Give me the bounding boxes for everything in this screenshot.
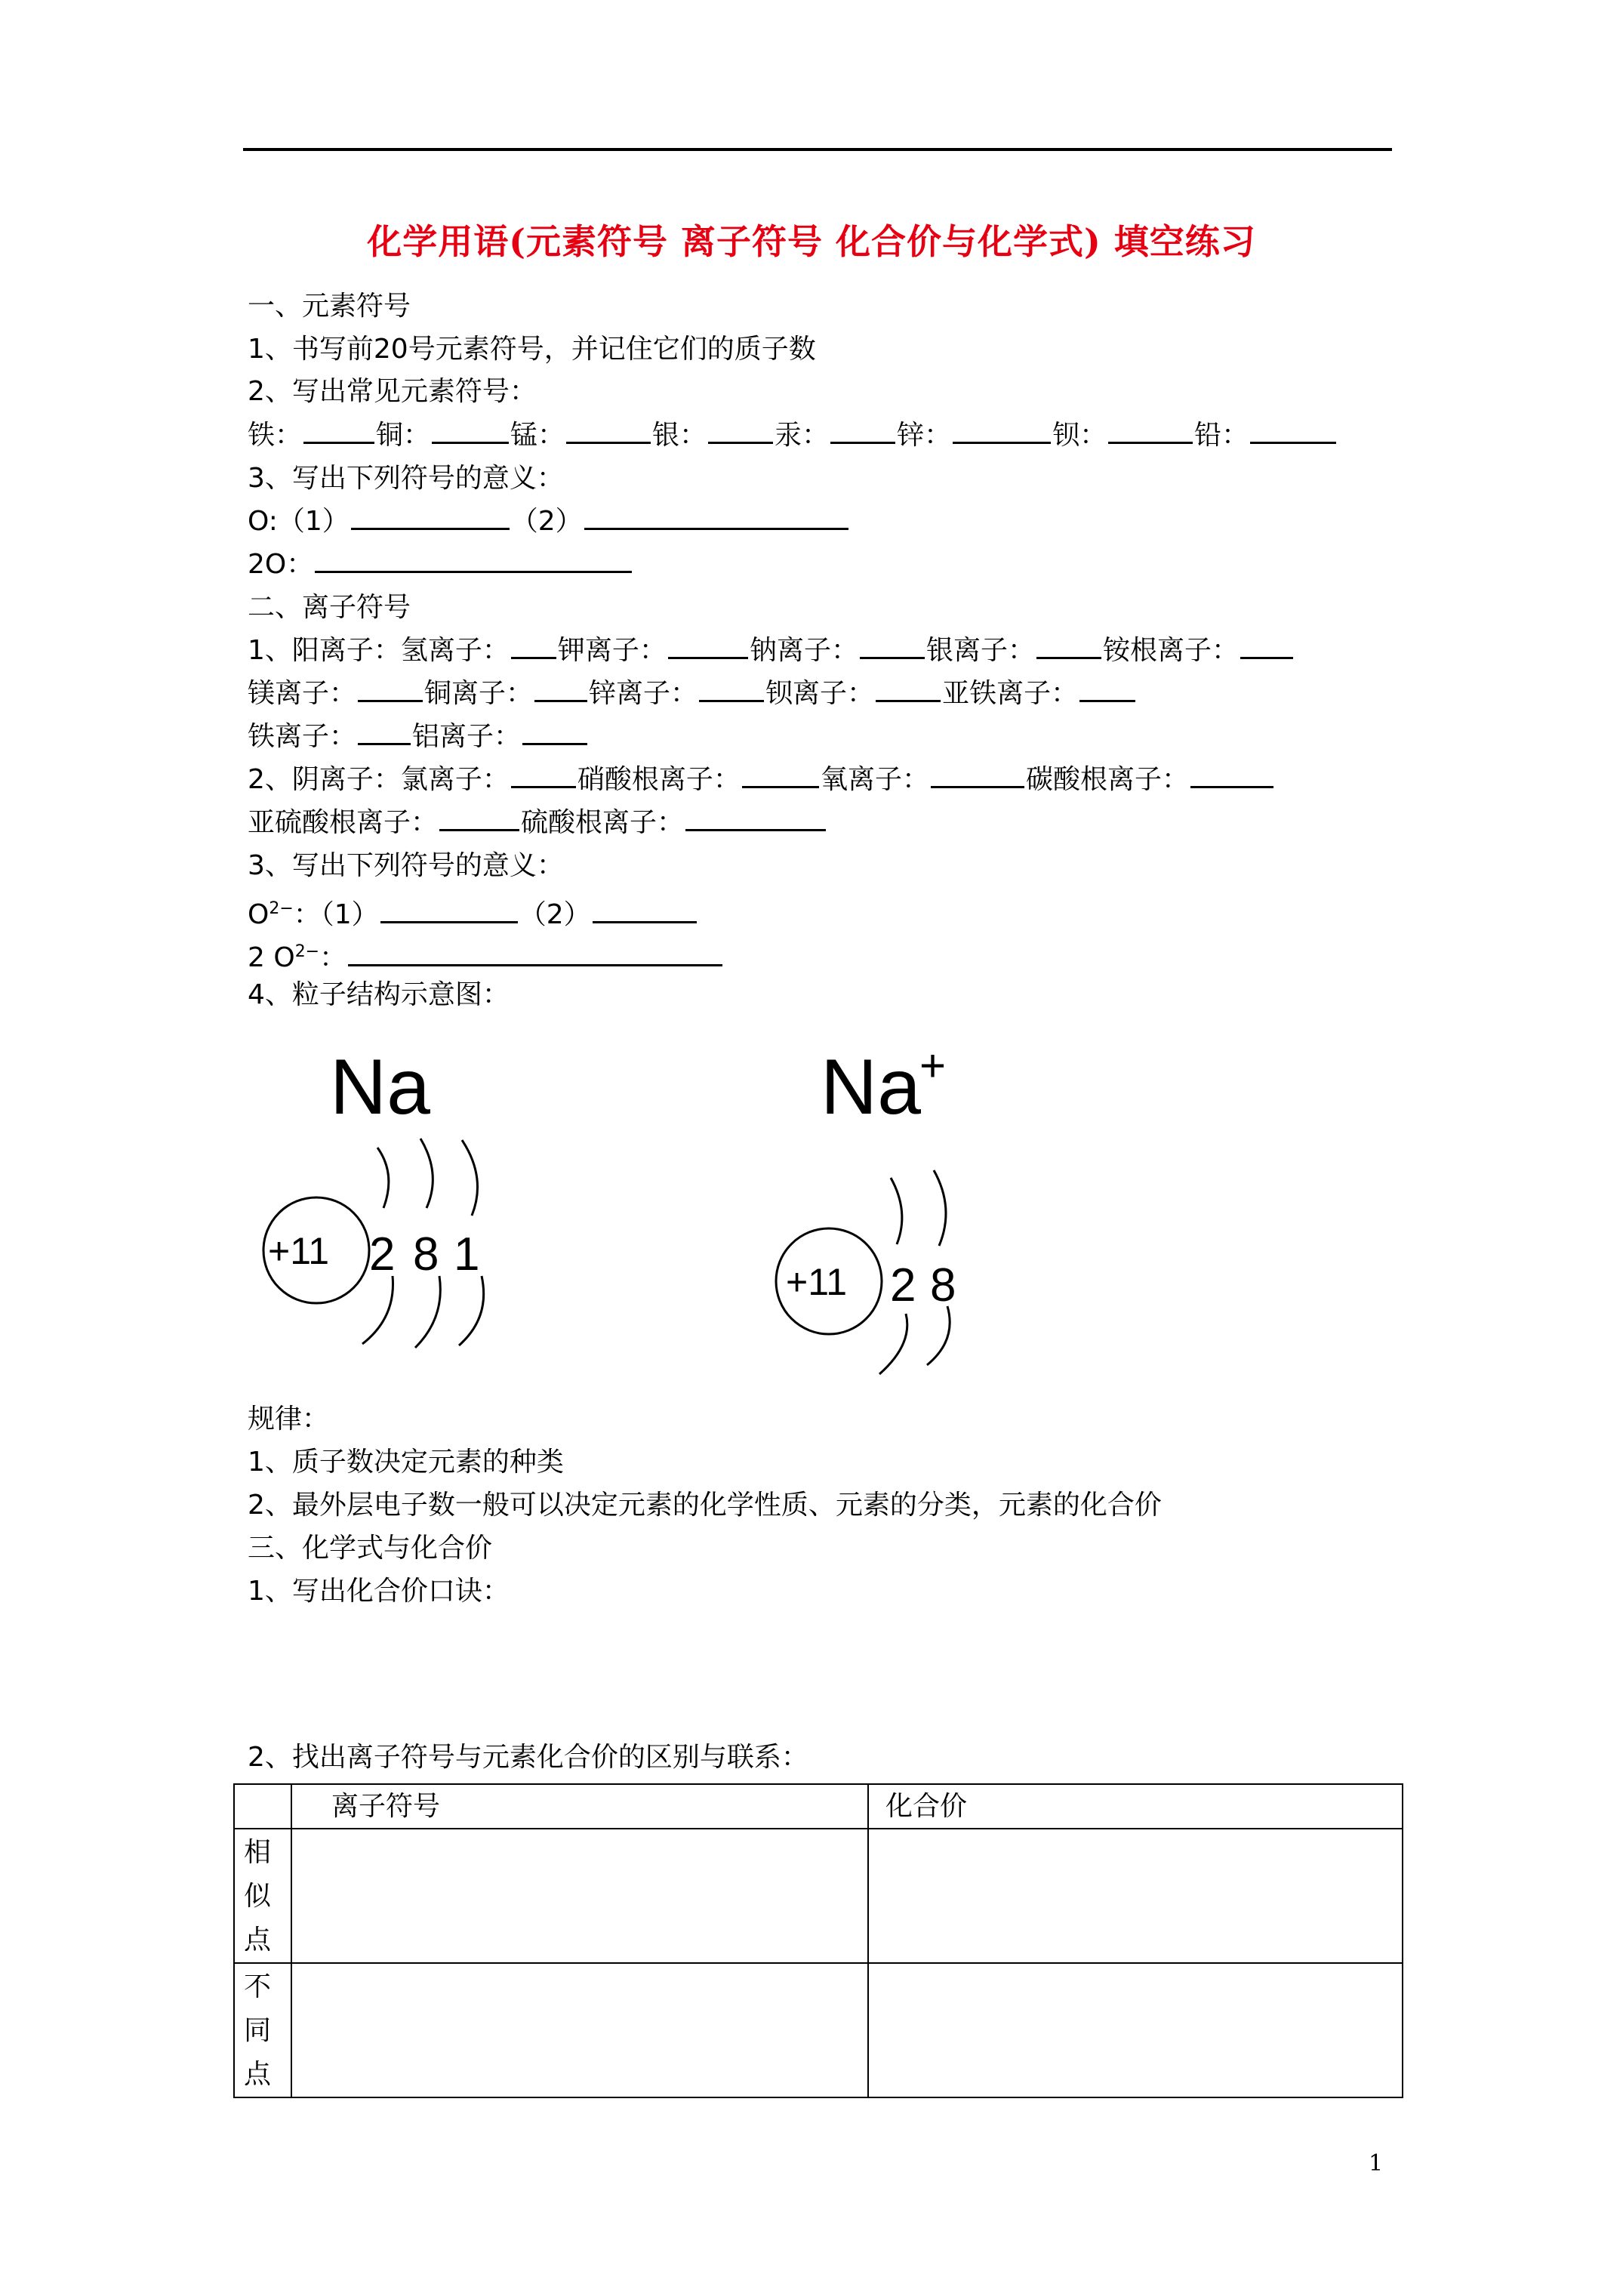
- na-shell-1-count: 2: [369, 1228, 396, 1281]
- page-title: 化学用语(元素符号 离子符号 化合价与化学式) 填空练习: [367, 221, 1256, 262]
- answer-blank[interactable]: [1240, 634, 1293, 659]
- na-shell-arc-upper-3: [462, 1140, 478, 1216]
- na-shell-3-count: 1: [454, 1228, 480, 1281]
- anion-row-2: [248, 806, 827, 840]
- s1-question-2: 2、写出常见元素符号：: [248, 376, 537, 407]
- answer-blank[interactable]: [522, 720, 587, 745]
- ion-label: 氢离子：: [400, 635, 510, 666]
- answer-cell[interactable]: [291, 1829, 868, 1963]
- answer-blank[interactable]: [1079, 677, 1135, 702]
- 2o-meaning-row: [248, 548, 633, 581]
- answer-blank[interactable]: [351, 505, 510, 530]
- answer-blank[interactable]: [699, 677, 764, 702]
- na-ion-label: Na: [821, 1043, 921, 1131]
- na-ion-nucleus-circle: [776, 1228, 882, 1334]
- answer-blank[interactable]: [830, 419, 895, 444]
- element-label: 铜：: [376, 420, 431, 451]
- ion-label: 硫酸根离子：: [521, 807, 685, 838]
- answer-cell[interactable]: [868, 1963, 1403, 2097]
- answer-blank[interactable]: [380, 898, 518, 923]
- s1-question-1: 1、书写前20号元素符号，并记住它们的质子数: [248, 334, 816, 365]
- 2o2-symbol: 2 O: [248, 942, 295, 973]
- na-shell-arc-lower-3: [459, 1276, 484, 1345]
- element-label: 汞：: [775, 420, 830, 451]
- na-ion-shell-2-count: 8: [930, 1259, 956, 1311]
- element-row: [248, 419, 1338, 452]
- rule-2: 2、最外层电子数一般可以决定元素的化学性质、元素的分类，元素的化合价: [248, 1490, 1162, 1521]
- ion-label: 亚铁离子：: [942, 678, 1079, 709]
- anion-title: 2、阴离子：: [248, 764, 401, 795]
- answer-blank[interactable]: [1036, 634, 1101, 659]
- cation-row-2: [248, 677, 1137, 710]
- ion-label: 铁离子：: [248, 721, 357, 752]
- ion-label: 铝离子：: [412, 721, 522, 752]
- element-label: 铁：: [248, 420, 303, 451]
- na-shell-2-count: 8: [413, 1228, 439, 1281]
- na-ion-shell-arc-lower-2: [927, 1306, 950, 1365]
- cation-title: 1、阳离子：: [248, 635, 401, 666]
- answer-blank[interactable]: [432, 419, 509, 444]
- na-ion-charge-sign: +: [919, 1040, 947, 1091]
- ion-label: 氧离子：: [820, 764, 929, 795]
- rule-1: 1、质子数决定元素的种类: [248, 1447, 564, 1478]
- o-label: O:（1）: [248, 506, 350, 537]
- ion-label: 锌离子：: [589, 678, 698, 709]
- page-number: 1: [1369, 2150, 1384, 2177]
- answer-blank[interactable]: [566, 419, 651, 444]
- section-2-heading: 二、离子符号: [248, 592, 411, 623]
- section-3-heading: 三、化学式与化合价: [248, 1533, 493, 1564]
- o-label-2: （2）: [510, 506, 583, 537]
- answer-blank[interactable]: [303, 419, 374, 444]
- s2-question-4: 4、粒子结构示意图：: [248, 979, 510, 1010]
- ion-label: 钠离子：: [749, 635, 858, 666]
- na-shell-arc-upper-1: [377, 1148, 389, 1208]
- answer-blank[interactable]: [593, 898, 697, 923]
- element-label: 锰：: [510, 420, 565, 451]
- s2-question-3: 3、写出下列符号的意义：: [248, 850, 564, 881]
- answer-blank[interactable]: [1190, 763, 1273, 788]
- answer-blank[interactable]: [315, 548, 632, 573]
- na-shell-arc-lower-1: [362, 1276, 393, 1344]
- o2-label-2: （2）: [519, 899, 591, 930]
- element-label: 锌：: [897, 420, 952, 451]
- na-nucleus-circle: [263, 1197, 369, 1303]
- answer-blank[interactable]: [511, 634, 556, 659]
- ion-label: 铵根离子：: [1102, 635, 1239, 666]
- ion-label: 铜离子：: [424, 678, 534, 709]
- answer-blank[interactable]: [953, 419, 1051, 444]
- na-shell-arc-lower-2: [415, 1276, 440, 1348]
- table-row: [234, 1829, 1403, 1963]
- answer-blank[interactable]: [708, 419, 773, 444]
- answer-blank[interactable]: [358, 677, 423, 702]
- row-label-difference: 不 同 点: [234, 1963, 291, 2097]
- s3-question-1: 1、写出化合价口诀：: [248, 1576, 510, 1607]
- 2o2-charge: 2−: [294, 942, 320, 961]
- ion-label: 氯离子：: [400, 764, 510, 795]
- cation-row-3: [248, 720, 589, 754]
- o2-meaning-row: [248, 892, 698, 932]
- answer-blank[interactable]: [860, 634, 925, 659]
- answer-cell[interactable]: [868, 1829, 1403, 1963]
- answer-blank[interactable]: [876, 677, 941, 702]
- na-ion-shell-1-count: 2: [890, 1259, 916, 1311]
- answer-blank[interactable]: [931, 763, 1024, 788]
- element-label: 银：: [652, 420, 707, 451]
- ion-label: 镁离子：: [248, 678, 357, 709]
- answer-blank[interactable]: [511, 763, 576, 788]
- table-header-ion-symbol: 离子符号: [291, 1784, 868, 1829]
- answer-blank[interactable]: [668, 634, 748, 659]
- o2-symbol: O: [248, 899, 269, 930]
- ion-label: 硝酸根离子：: [577, 764, 741, 795]
- s1-question-3: 3、写出下列符号的意义：: [248, 463, 564, 494]
- ion-label: 钾离子：: [557, 635, 667, 666]
- rules-heading: 规律：: [248, 1404, 330, 1435]
- ion-label: 银离子：: [925, 635, 1035, 666]
- answer-blank[interactable]: [685, 806, 826, 831]
- table-header-row: [234, 1784, 1403, 1829]
- answer-blank[interactable]: [584, 505, 848, 530]
- cation-row-1: [248, 634, 1295, 667]
- table-header-valence: 化合价: [868, 1784, 1403, 1829]
- 2o2-meaning-row: [248, 935, 724, 975]
- 2o-label: 2O：: [248, 549, 314, 580]
- o-meaning-row: [248, 505, 850, 538]
- header-rule: [243, 148, 1392, 151]
- na-shell-arc-upper-2: [420, 1139, 433, 1208]
- ion-label: 亚硫酸根离子：: [248, 807, 439, 838]
- table-row: [234, 1963, 1403, 2097]
- na-atom-label: Na: [330, 1043, 430, 1131]
- ion-label: 碳酸根离子：: [1025, 764, 1189, 795]
- element-label: 铅：: [1194, 420, 1249, 451]
- 2o2-colon: ：: [319, 942, 347, 973]
- section-1-heading: 一、元素符号: [248, 291, 411, 322]
- na-ion-shell-arc-upper-1: [891, 1178, 902, 1244]
- element-label: 钡：: [1052, 420, 1107, 451]
- na-nucleus-charge: +11: [268, 1230, 330, 1272]
- answer-blank[interactable]: [742, 763, 819, 788]
- answer-blank[interactable]: [1108, 419, 1193, 444]
- anion-row-1: [248, 763, 1275, 797]
- answer-blank[interactable]: [439, 806, 519, 831]
- answer-blank[interactable]: [348, 942, 722, 966]
- s3-question-2: 2、找出离子符号与元素化合价的区别与联系：: [248, 1742, 808, 1773]
- comparison-table: [233, 1783, 1403, 2098]
- answer-blank[interactable]: [534, 677, 587, 702]
- na-ion-shell-arc-lower-1: [879, 1314, 907, 1374]
- na-ion-nucleus-charge: +11: [786, 1261, 848, 1303]
- answer-blank[interactable]: [358, 720, 411, 745]
- o2-charge: 2−: [269, 899, 294, 918]
- answer-blank[interactable]: [1250, 419, 1336, 444]
- answer-cell[interactable]: [291, 1963, 868, 2097]
- table-corner-cell: [234, 1784, 291, 1829]
- na-ion-shell-arc-upper-2: [934, 1170, 946, 1246]
- ion-label: 钡离子：: [765, 678, 875, 709]
- row-label-similarity: 相 似 点: [234, 1829, 291, 1963]
- o2-label-1: ：（1）: [293, 899, 379, 930]
